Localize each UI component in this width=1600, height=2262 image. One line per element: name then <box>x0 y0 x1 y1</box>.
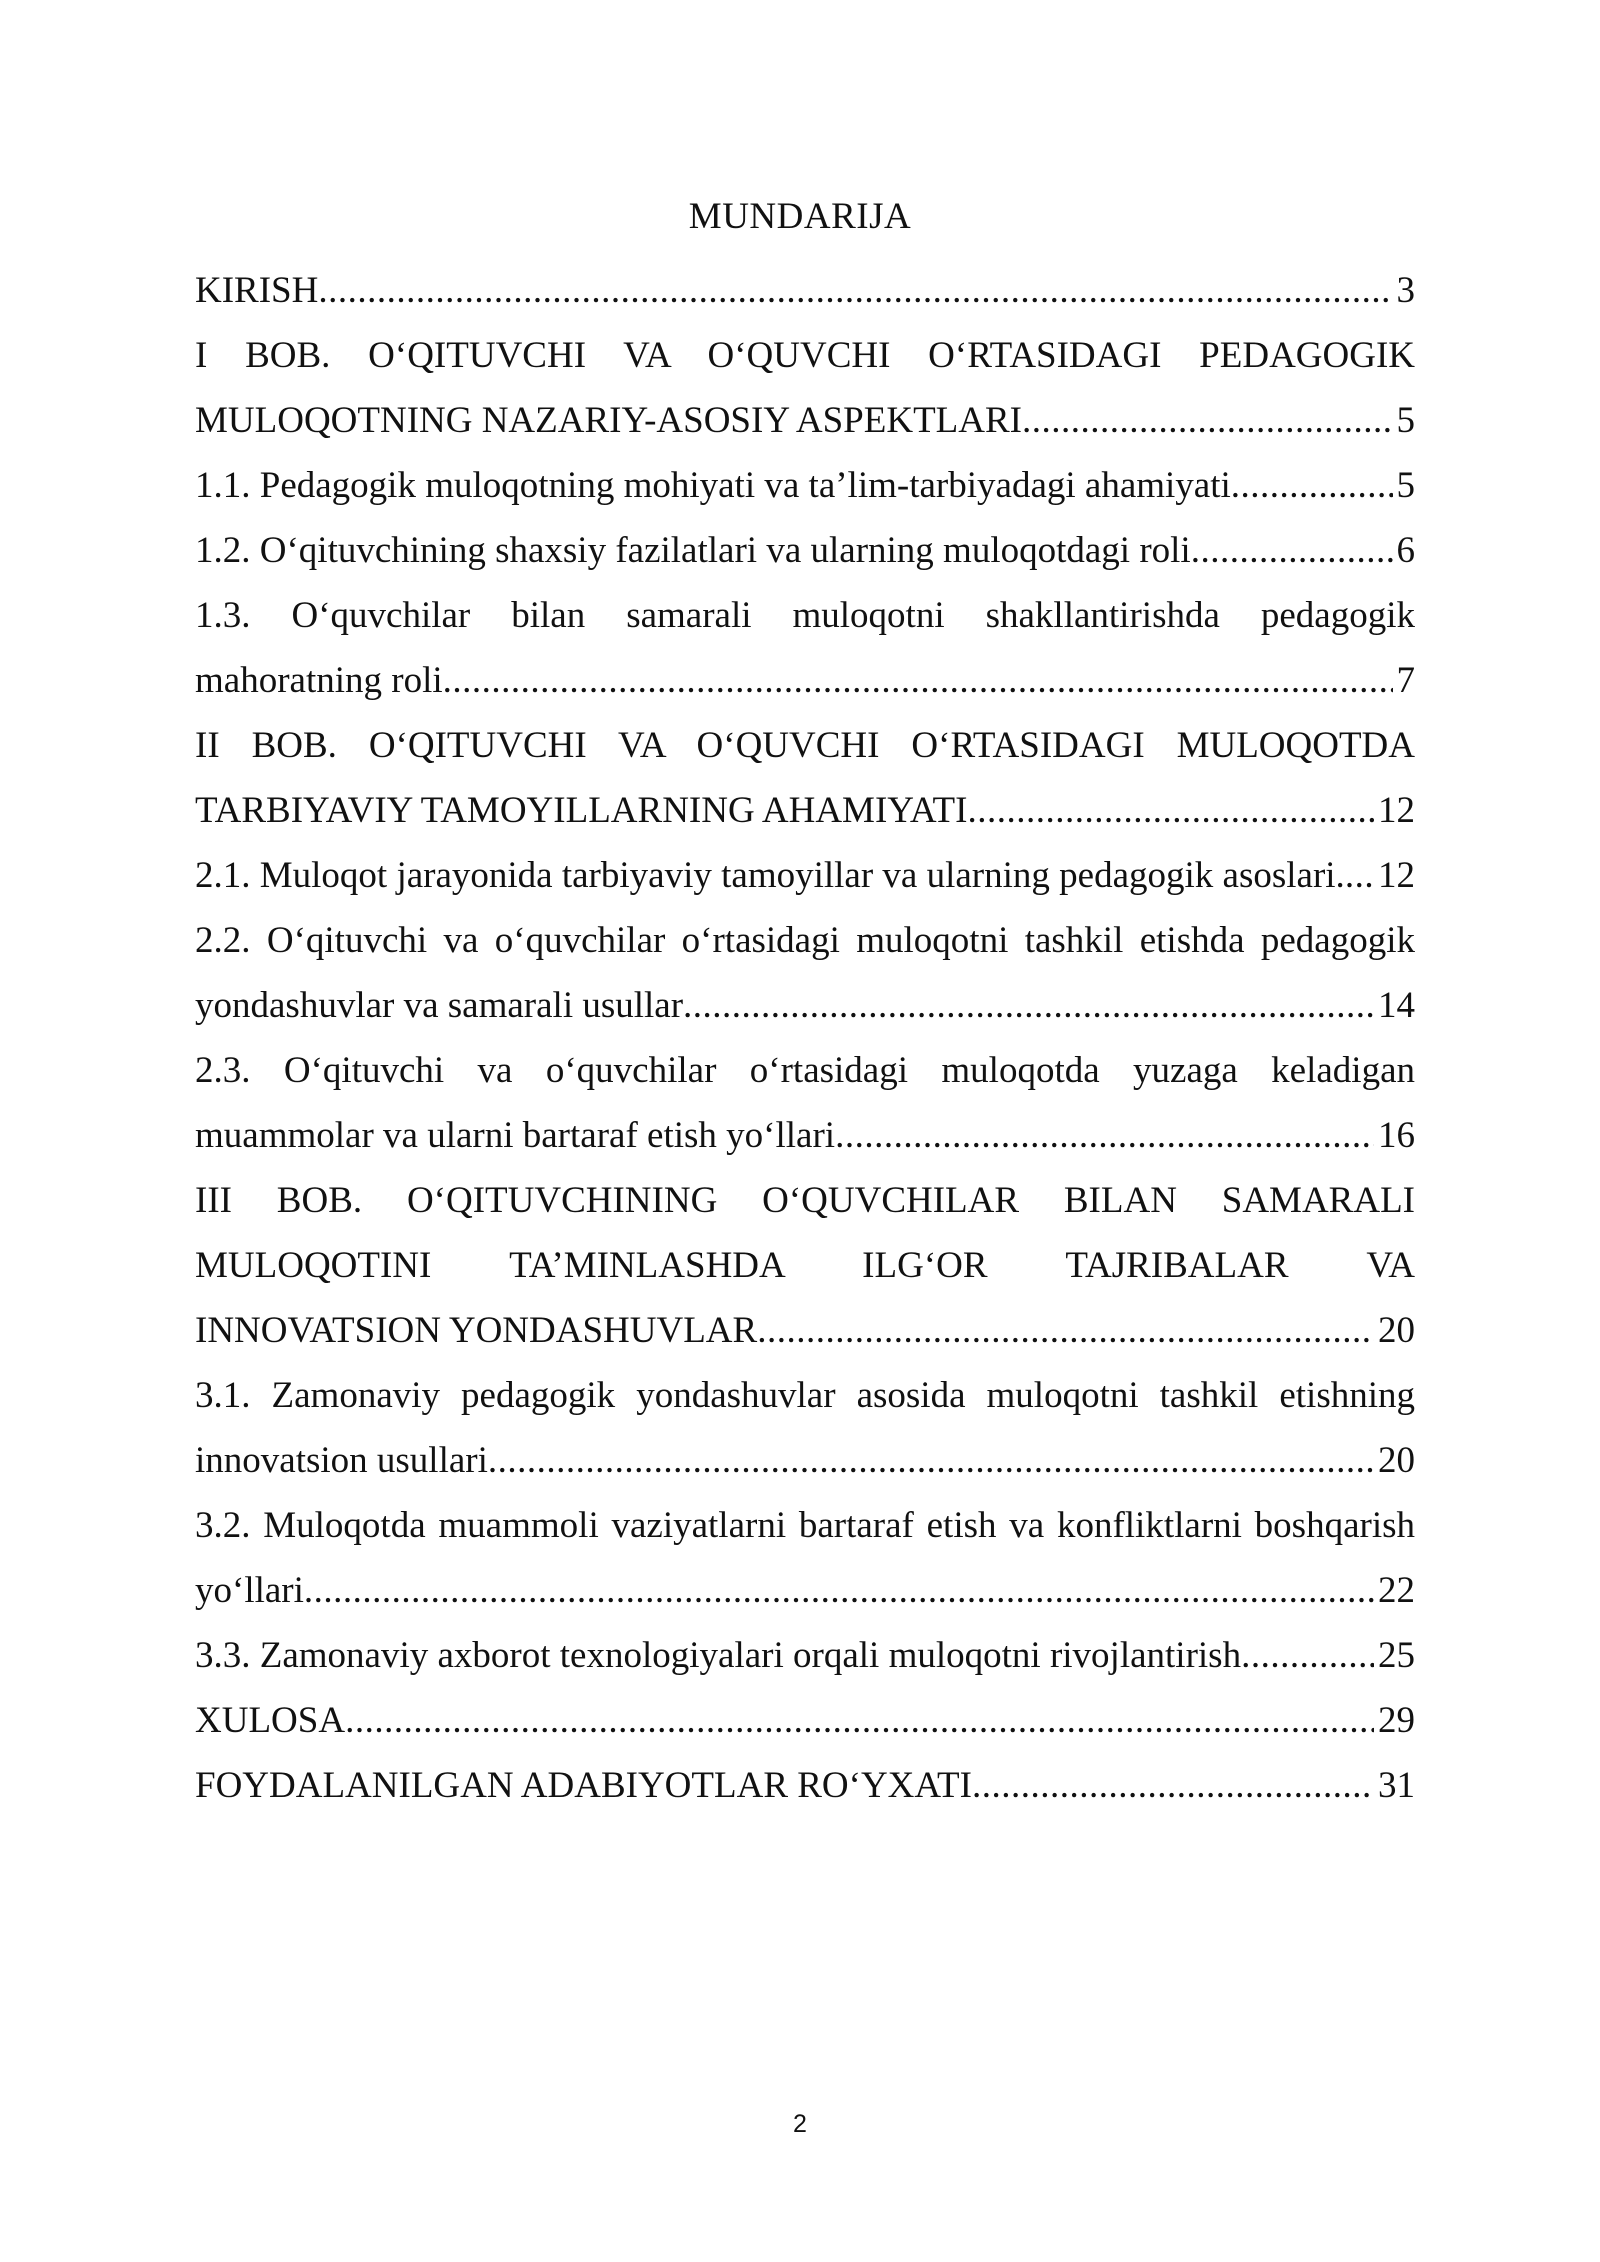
toc-entry <box>195 1168 1415 1363</box>
toc-dot-leader <box>757 1298 1374 1363</box>
toc-dot-leader <box>967 778 1374 843</box>
toc-entry-text: innovatsion usullari <box>195 1440 488 1481</box>
toc-dot-leader <box>1191 518 1393 583</box>
toc-entry-last-line <box>195 1688 1415 1753</box>
toc-entry-last-line <box>195 648 1415 713</box>
toc-dot-leader <box>972 1753 1374 1818</box>
toc-page-number: 6 <box>1396 530 1415 571</box>
toc-entry-line: II BOB. O‘QITUVCHI VA O‘QUVCHI O‘RTASIDAGI MULOQOTDA <box>195 725 1415 766</box>
toc-entry <box>195 843 1415 908</box>
toc-entry-last-line <box>195 1753 1415 1818</box>
toc-entry-last-line <box>195 778 1415 843</box>
toc-entry-text: XULOSA <box>195 1700 346 1741</box>
toc-dot-leader <box>683 973 1374 1038</box>
toc-entry <box>195 258 1415 323</box>
toc-page-number: 12 <box>1378 790 1415 831</box>
toc-dot-leader <box>318 258 1392 323</box>
toc-entry-last-line <box>195 1558 1415 1623</box>
toc-entry-text: INNOVATSION YONDASHUVLAR <box>195 1310 758 1351</box>
toc-entry-last-line <box>195 843 1415 908</box>
toc-entry-text: yondashuvlar va samarali usullar <box>195 985 684 1026</box>
toc-entry-last-line <box>195 1623 1415 1688</box>
toc-entry <box>195 1753 1415 1818</box>
toc-entry-last-line <box>195 258 1415 323</box>
toc-entry-text: mahoratning roli <box>195 660 443 701</box>
toc-entry-text: 1.1. Pedagogik muloqotning mohiyati va ta’lim-tarbiyadagi ahamiyati <box>195 465 1231 506</box>
toc-entry-line: III BOB. O‘QITUVCHINING O‘QUVCHILAR BILAN SAMARALI <box>195 1180 1415 1221</box>
toc-entry <box>195 453 1415 518</box>
toc-entry-text: muammolar va ularni bartaraf etish yo‘llari <box>195 1115 836 1156</box>
toc-entry-last-line <box>195 1428 1415 1493</box>
toc-dot-leader <box>835 1103 1374 1168</box>
toc-dot-leader <box>1345 843 1374 908</box>
toc-page-number: 5 <box>1396 400 1415 441</box>
toc-entry-text: KIRISH <box>195 270 319 311</box>
toc-entry-last-line <box>195 453 1415 518</box>
toc-dot-leader <box>1231 453 1393 518</box>
toc-entry <box>195 908 1415 1038</box>
page-title: MUNDARIJA <box>688 196 912 237</box>
toc-entry-text: yo‘llari <box>195 1570 304 1611</box>
toc-entry-last-line <box>195 518 1415 583</box>
toc-page-number: 31 <box>1378 1765 1415 1806</box>
toc-entry-text: 2.1. Muloqot jarayonida tarbiyaviy tamoyillar va ularning pedagogik asoslari. <box>195 855 1345 896</box>
toc-page-number: 3 <box>1396 270 1415 311</box>
toc-entry-text: 3.3. Zamonaviy axborot texnologiyalari orqali muloqotni rivojlantirish <box>195 1635 1242 1676</box>
toc-entry <box>195 323 1415 453</box>
toc-entry <box>195 583 1415 713</box>
toc-dot-leader <box>304 1558 1374 1623</box>
toc-page-number: 25 <box>1378 1635 1415 1676</box>
toc-entry-text: 1.2. O‘qituvchining shaxsiy fazilatlari va ularning muloqotdagi roli <box>195 530 1191 571</box>
toc-entry <box>195 1038 1415 1168</box>
toc-page-number: 16 <box>1378 1115 1415 1156</box>
toc-page-number: 29 <box>1378 1700 1415 1741</box>
toc-entry-line: 2.3. O‘qituvchi va o‘quvchilar o‘rtasidagi muloqotda yuzaga keladigan <box>195 1050 1415 1091</box>
toc-entry <box>195 1688 1415 1753</box>
toc-page-number: 5 <box>1396 465 1415 506</box>
toc-entry-text: FOYDALANILGAN ADABIYOTLAR RO‘YXATI <box>195 1765 972 1806</box>
toc-entry-text: TARBIYAVIY TAMOYILLARNING AHAMIYATI <box>195 790 968 831</box>
toc-entry-line: 3.1. Zamonaviy pedagogik yondashuvlar asosida muloqotni tashkil etishning <box>195 1375 1415 1416</box>
toc-entry-last-line <box>195 973 1415 1038</box>
toc-entry <box>195 1493 1415 1623</box>
table-of-contents <box>195 258 1415 1818</box>
toc-entry-line: 3.2. Muloqotda muammoli vaziyatlarni bartaraf etish va konfliktlarni boshqarish <box>195 1505 1415 1546</box>
toc-dot-leader <box>443 648 1393 713</box>
toc-entry <box>195 1623 1415 1688</box>
toc-entry-line: 2.2. O‘qituvchi va o‘quvchilar o‘rtasidagi muloqotni tashkil etishda pedagogik <box>195 920 1415 961</box>
toc-entry-last-line <box>195 388 1415 453</box>
toc-entry <box>195 713 1415 843</box>
toc-entry-line: I BOB. O‘QITUVCHI VA O‘QUVCHI O‘RTASIDAGI PEDAGOGIK <box>195 335 1415 376</box>
toc-page-number: 20 <box>1378 1440 1415 1481</box>
toc-entry-line: MULOQOTINI TA’MINLASHDA ILG‘OR TAJRIBALAR VA <box>195 1245 1415 1286</box>
toc-entry-text: MULOQOTNING NAZARIY-ASOSIY ASPEKTLARI <box>195 400 1023 441</box>
toc-dot-leader <box>1022 388 1392 453</box>
toc-page-number: 14 <box>1378 985 1415 1026</box>
toc-page-number: 20 <box>1378 1310 1415 1351</box>
toc-page-number: 22 <box>1378 1570 1415 1611</box>
toc-dot-leader <box>488 1428 1374 1493</box>
toc-entry-line: 1.3. O‘quvchilar bilan samarali muloqotni shakllantirishda pedagogik <box>195 595 1415 636</box>
page-number: 2 <box>793 2110 807 2138</box>
toc-entry <box>195 1363 1415 1493</box>
toc-page-number: 7 <box>1396 660 1415 701</box>
toc-page-number: 12 <box>1378 855 1415 896</box>
toc-entry-last-line <box>195 1298 1415 1363</box>
toc-dot-leader <box>345 1688 1374 1753</box>
toc-dot-leader <box>1241 1623 1374 1688</box>
toc-entry <box>195 518 1415 583</box>
toc-entry-last-line <box>195 1103 1415 1168</box>
